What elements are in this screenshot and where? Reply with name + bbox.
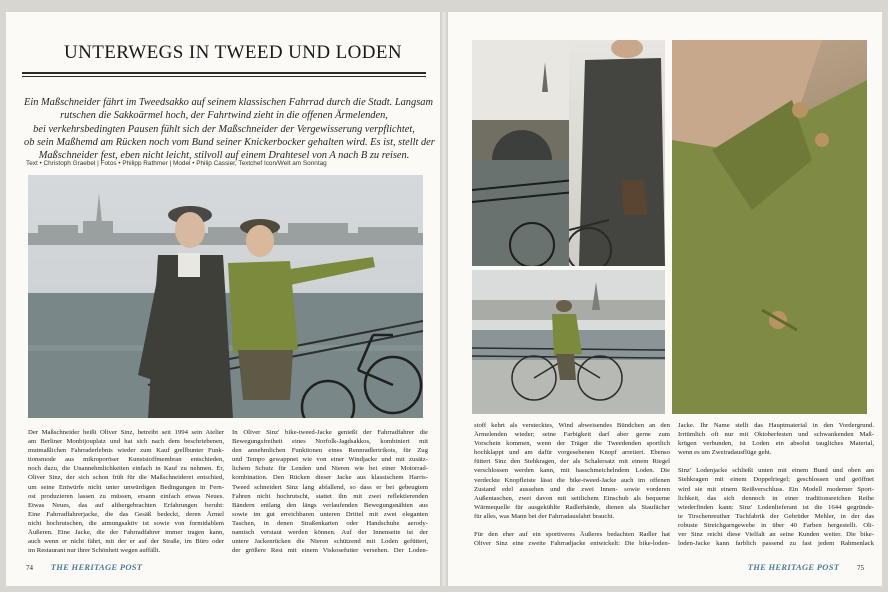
text-line: Fahren nicht hochrutscht, stattet ihn mit zwei reflektierenden bbox=[232, 492, 428, 500]
text-line: Eine Fahrradfahrerjacke, die das Gesäß bedeckt, deren Ärmel bbox=[28, 510, 224, 518]
text-line: loden-Jacke kann farblich passend zu fast jedem Rahmenlack bbox=[678, 540, 874, 548]
lake-scene-illustration bbox=[28, 175, 423, 418]
right-page bbox=[448, 12, 882, 586]
text-line: lichkeit, das sich dennoch in einer traditionsreichen Reihe bbox=[678, 494, 874, 502]
text-line: wenn es um Zweiradausflüge geht. bbox=[678, 449, 772, 457]
text-line: Der Maßschneider heißt Oliver Sinz, betreibt seit 1994 sein Atelier bbox=[28, 429, 224, 436]
tweed-back-illustration bbox=[569, 40, 665, 266]
text-line: stoff kehrt als verstecktes, Wind abweisendes Bündchen an den bbox=[474, 422, 670, 429]
loden-collar-illustration bbox=[672, 40, 867, 414]
text-line: wiederfinden kann: Sinz' Lodenlieferant ist die 1644 gegründe- bbox=[678, 503, 874, 511]
text-line: Vorschein kommen, wenn der Träger die Tweedenden sportlich bbox=[474, 440, 670, 448]
footer-right bbox=[748, 562, 864, 572]
body-column-4 bbox=[678, 421, 874, 548]
text-line: Bändern entlang den längs verlaufenden Bewegungsnähten aus bbox=[232, 501, 428, 509]
text-line: am Berliner Monbijouplatz und hat sich nach dem beschriebenen, bbox=[28, 438, 224, 446]
text-line: Wärmequelle für ausgekühlte Radlerhände, dienen als Staufächer bbox=[474, 503, 670, 511]
page-number-left: 74 bbox=[26, 564, 33, 572]
text-line: Tweed schneidert Sinz lang abfallend, so dass er bei gebeugtem bbox=[232, 483, 428, 491]
text-line: Jacke. Ihr Name stellt das Hauptmaterial in den Vordergrund. bbox=[678, 422, 874, 429]
headline: UNTERWEGS IN TWEED UND LODEN bbox=[64, 42, 403, 63]
text-line: Etwas Neues, das auf althergebrachten Erfahrungen beruht: bbox=[28, 501, 224, 509]
text-line: für alles, was Mann bei der Fahrradausfahrt braucht. bbox=[474, 512, 615, 520]
intro-line: Ein Maßschneider fährt im Tweedsakko auf seinem klassischen Fahrrad durch die Stadt. Langsam bbox=[24, 97, 433, 108]
page-number-right: 75 bbox=[857, 564, 864, 572]
photo-cyclist-by-lake bbox=[472, 270, 665, 414]
text-line: wird sie mit einem Reißverschluss. Ein Modell moderner Sport- bbox=[678, 485, 874, 493]
cyclist-illustration bbox=[472, 270, 665, 414]
text-line: sowie im gut erreichbaren unteren Drittel mit zwei eleganten bbox=[232, 510, 428, 518]
text-line: robuste Streichgarngewebe in über 40 Farben hergestellt. Oli- bbox=[678, 521, 874, 529]
text-line: te Tirschenreuther Tuchfabrik der Gebrüder Mehler, in der das bbox=[678, 512, 874, 520]
text-line: verdeckte Knopfleiste lässt die bike-tweed-Jacke auch im offenen bbox=[474, 476, 670, 484]
text-line: den annehmlichen Funktionen eines Rennradlertrikots, für Zug bbox=[232, 447, 428, 455]
text-line: Äußeren. Eine Jacke, die der Fahrradfahrer immer tragen kann, bbox=[28, 529, 224, 537]
text-line: ost produzieren lassen zu müssen, ersann einfach etwas Neues. bbox=[28, 492, 224, 500]
text-line: Stehkragen mit einem Doppelriegel; geschlossen und geöffnet bbox=[678, 476, 874, 484]
bridge-illustration bbox=[472, 40, 575, 266]
text-line: auch wenn er nicht fährt, mit der er auf der Straße, im Büro oder bbox=[28, 538, 224, 546]
text-line: namisch verstaut werden können. Auf der Innenseite ist der bbox=[232, 529, 428, 537]
photo-tweed-back bbox=[569, 40, 665, 266]
paragraph-gap bbox=[678, 457, 874, 466]
left-page bbox=[6, 12, 440, 586]
brand-logo-left: THE HERITAGE POST bbox=[50, 562, 143, 572]
text-line: füttert Sinz den Stehkragen, der als Schalersatz mit einem Riegel bbox=[474, 458, 670, 466]
text-line: um seine Entwürfe nicht unter unwürdigen Bedingungen in Fern- bbox=[28, 483, 224, 491]
body-column-2 bbox=[232, 428, 428, 555]
text-line: ver Sinz reicht diese Vielfalt an seine Kunden weiter. Die bike- bbox=[678, 531, 874, 539]
text-line: Oliver Sinz, der sich schon früh für die Maßschneiderei entschied, bbox=[28, 474, 224, 482]
text-line: Zustand edel aussehen und die zwei Innen- sowie vorderen bbox=[474, 485, 670, 493]
text-line: nicht hochrutschen, die atmungsaktiv ist sowie von formidablem bbox=[28, 519, 224, 527]
text-line: Irrtümlich oft nur mit Oktoberfesten und schwankenden Maß- bbox=[678, 431, 874, 439]
gutter bbox=[440, 12, 448, 586]
text-line: lichem Schutz für Lenden und Nieren wie bei einer Motorrad- bbox=[232, 465, 428, 473]
text-line: Ärmelenden wieder; seine Farbigkeit darf aber gerne zum bbox=[474, 431, 670, 439]
body-column-1 bbox=[28, 428, 224, 555]
text-line: Sinz' Lodenjacke schließt unten mit einem Bund und oben am bbox=[678, 467, 874, 475]
text-line: Außentaschen, zwei davon mit seitlichem Einschub als bequeme bbox=[474, 494, 670, 502]
text-line: krügen verbunden, ist Loden ein absolut taugliches Material, bbox=[678, 440, 874, 448]
paragraph-gap bbox=[474, 521, 670, 530]
text-line: noch dazu, die Unannehmlichkeiten einfach in Kauf zu nehmen. Er, bbox=[28, 465, 224, 473]
photo-bridge bbox=[472, 40, 575, 266]
photo-loden-jacket-closeup bbox=[672, 40, 867, 414]
headline-rule bbox=[22, 72, 426, 77]
text-line: untere Jackenrücken die Nieren schützend mit Loden gefüttert, bbox=[232, 538, 428, 546]
body-column-3 bbox=[474, 421, 670, 548]
intro-paragraph bbox=[24, 96, 435, 162]
text-line: Oliver Sinz eine zweite Fahrradjacke entwickelt: Die bike-loden- bbox=[474, 540, 670, 548]
text-line: verschlossen werden kann, mit hasschmeichelndem Loden. Die bbox=[474, 467, 670, 475]
text-line: In Oliver Sinz' bike-tweed-Jacke genießt der Fahrradfahrer die bbox=[232, 429, 428, 436]
text-line: Bewegungsfreiheit eines Norfolk-Jagdsakkos, kombiniert mit bbox=[232, 438, 428, 446]
text-line: Für den eher auf ein sportiveres Äußeres bedachten Radler hat bbox=[474, 531, 670, 539]
footer-left bbox=[26, 562, 142, 572]
text-line: kombination. Den Rücken dieser Jacke aus klassischem Harris- bbox=[232, 474, 428, 482]
text-line: Taschen, in denen Straßenkarten oder Handschuhe aerody- bbox=[232, 519, 428, 527]
text-line: und Tempo gewappnet wie von einer Windjacke und mit zusätz- bbox=[232, 456, 428, 464]
intro-line: rutschen die Sakkoärmel hoch, der Fahrtwind zieht in die offenen Ärmelenden, bbox=[60, 110, 388, 122]
intro-line: bei verkehrsbedingten Pausen fühlt sich der Maßschneider der Vergewisserung verpflichtet, bbox=[33, 123, 415, 135]
text-line: der größere Rest mit einem Viskosefutter versehen. Der Loden- bbox=[232, 547, 428, 555]
intro-line: ob sein Maßhemd am Rücken noch vom Bund seiner Knickerbocker gehalten wird. Es ist, stellt der bbox=[24, 136, 435, 148]
text-line: mutmaßlichen Fahrraderlebnis wieder zum Kauf grellbunter Funk- bbox=[28, 447, 224, 455]
text-line: hochklappt und am dafür vorgesehenen Knopf arretiert. Ebenso bbox=[474, 449, 670, 457]
credits-line: Text • Christoph Graebel | Fotos • Philipp Rathmer | Model • Philip Cassier, Textchef Icon/Welt am Sonntag bbox=[26, 160, 327, 167]
photo-two-men-by-lake bbox=[28, 175, 423, 418]
intro-line: Maßschneider fest, eben nicht leicht, stilvoll auf einem Drahtesel von A nach B zu reisen. bbox=[38, 150, 410, 162]
text-line: tionsmode aus mikroporöser Kunststoffmembran entschieden, bbox=[28, 456, 224, 464]
text-line: im Restaurant nur ihrer Schönheit wegen auffällt. bbox=[28, 547, 161, 555]
brand-logo-right: THE HERITAGE POST bbox=[747, 562, 840, 572]
